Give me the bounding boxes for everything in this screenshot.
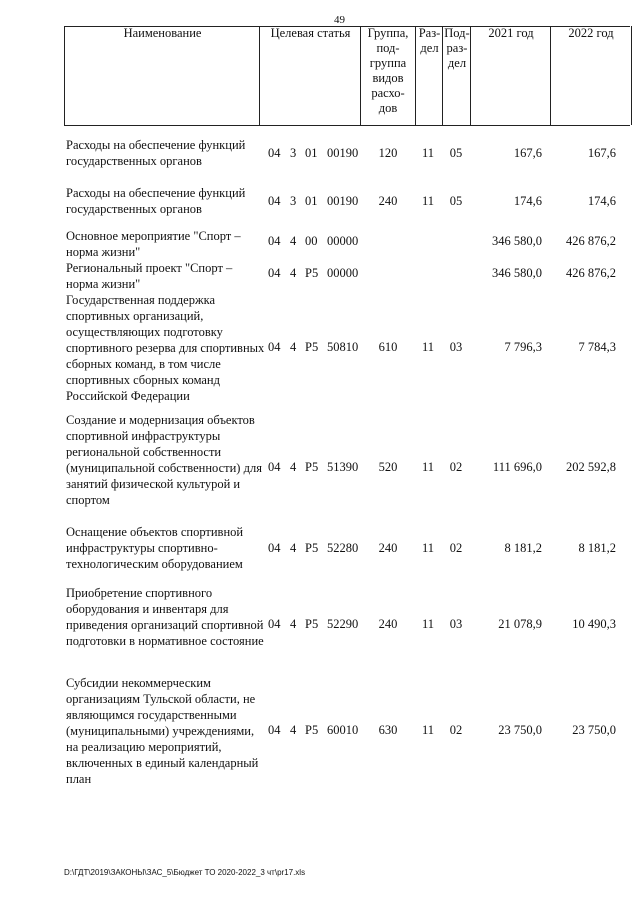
- row-c2: 4: [290, 541, 297, 555]
- row-c1: 04: [268, 146, 281, 160]
- header-2021: 2021 год: [470, 26, 551, 125]
- row-section: 11: [421, 617, 435, 631]
- row-section: 11: [421, 340, 435, 354]
- row-c3: P5: [305, 460, 319, 474]
- row-group: 120: [378, 146, 398, 160]
- row-c4: 00000: [327, 266, 359, 280]
- row-c1: 04: [268, 194, 281, 208]
- row-value-2022: 8 181,2: [578, 541, 616, 555]
- row-c1: 04: [268, 723, 281, 737]
- row-c2: 4: [290, 617, 297, 631]
- row-value-2021: 174,6: [513, 194, 542, 208]
- row-section: 11: [421, 541, 435, 555]
- row-name: Расходы на обеспечение функций государственных органов: [66, 138, 246, 168]
- row-value-2022: 426 876,2: [566, 234, 616, 248]
- row-c3: 01: [305, 146, 318, 160]
- row-c4: 00000: [327, 234, 359, 248]
- row-value-2022: 167,6: [587, 146, 616, 160]
- row-group: 630: [378, 723, 398, 737]
- row-c3: P5: [305, 723, 319, 737]
- row-value-2022: 174,6: [587, 194, 616, 208]
- row-group: 240: [378, 194, 398, 208]
- row-value-2021: 346 580,0: [492, 234, 542, 248]
- row-name: Расходы на обеспечение функций государственных органов: [66, 186, 246, 216]
- row-sub: 02: [449, 723, 463, 737]
- row-c2: 4: [290, 723, 297, 737]
- row-c2: 4: [290, 340, 297, 354]
- row-sub: 03: [449, 617, 463, 631]
- row-value-2021: 346 580,0: [492, 266, 542, 280]
- row-c2: 3: [290, 146, 297, 160]
- row-name: Региональный проект "Спорт – норма жизни": [66, 261, 233, 291]
- row-section: 11: [421, 723, 435, 737]
- row-c4: 50810: [327, 340, 359, 354]
- row-c4: 00190: [327, 146, 359, 160]
- row-c4: 60010: [327, 723, 359, 737]
- row-value-2022: 10 490,3: [572, 617, 616, 631]
- header-2022: 2022 год: [550, 26, 632, 125]
- row-c4: 52280: [327, 541, 359, 555]
- row-name: Основное мероприятие "Спорт – норма жизни": [66, 229, 241, 259]
- row-value-2021: 8 181,2: [504, 541, 542, 555]
- row-c4: 00190: [327, 194, 359, 208]
- row-c2: 4: [290, 460, 297, 474]
- row-value-2021: 111 696,0: [492, 460, 542, 474]
- row-name: Государственная поддержка спортивных организаций, осуществляющих подготовку спортивного резерва для спортивных сборных команд, в том числе спортивных сборных команд Российской Федерации: [66, 293, 265, 403]
- row-sub: 03: [449, 340, 463, 354]
- row-sub: 05: [449, 194, 463, 208]
- row-c3: 01: [305, 194, 318, 208]
- row-c1: 04: [268, 541, 281, 555]
- row-c3: P5: [305, 266, 319, 280]
- table-header-bottom-border: [64, 125, 630, 126]
- row-section: 11: [421, 460, 435, 474]
- row-c3: P5: [305, 617, 319, 631]
- header-name: Наименование: [64, 26, 260, 125]
- row-sub: 05: [449, 146, 463, 160]
- row-name: Создание и модернизация объектов спортивной инфраструктуры региональной собственности (муниципальной собственности) для занятий физической культурой и спортом: [66, 413, 262, 507]
- row-value-2021: 21 078,9: [498, 617, 542, 631]
- row-name: Субсидии некоммерческим организациям Тульской области, не являющимся государственными (муниципальными) учреждениями, на реализацию мероприятий, включенных в единый календарный план: [66, 676, 259, 786]
- row-value-2021: 7 796,3: [504, 340, 542, 354]
- header-subsection: Под- раз- дел: [442, 26, 471, 125]
- row-group: 520: [378, 460, 398, 474]
- row-value-2022: 23 750,0: [572, 723, 616, 737]
- row-group: 240: [378, 541, 398, 555]
- row-value-2021: 167,6: [513, 146, 542, 160]
- row-sub: 02: [449, 541, 463, 555]
- table-header: [64, 26, 630, 125]
- row-c1: 04: [268, 460, 281, 474]
- row-group: 240: [378, 617, 398, 631]
- row-section: 11: [421, 194, 435, 208]
- row-c3: 00: [305, 234, 318, 248]
- row-value-2021: 23 750,0: [498, 723, 542, 737]
- row-sub: 02: [449, 460, 463, 474]
- row-section: 11: [421, 146, 435, 160]
- row-c1: 04: [268, 234, 281, 248]
- row-value-2022: 202 592,8: [566, 460, 616, 474]
- row-value-2022: 426 876,2: [566, 266, 616, 280]
- row-value-2022: 7 784,3: [578, 340, 616, 354]
- row-group: 610: [378, 340, 398, 354]
- row-name: Оснащение объектов спортивной инфраструктуры спортивно-технологическим оборудованием: [66, 525, 244, 571]
- row-c3: P5: [305, 541, 319, 555]
- file-path-footer: D:\ГДТ\2019\ЗАКОНЫ\ЗАС_5\Бюджет ТО 2020-2022_3 чт\pr17.xls: [64, 868, 306, 877]
- row-c1: 04: [268, 340, 281, 354]
- row-c4: 51390: [327, 460, 359, 474]
- header-group: Группа, под- группа видов расхо- дов: [360, 26, 415, 125]
- header-target: Целевая статья: [259, 26, 361, 125]
- row-c2: 3: [290, 194, 297, 208]
- row-c2: 4: [290, 234, 297, 248]
- header-section: Раз- дел: [415, 26, 443, 125]
- page-number: 49: [334, 14, 345, 26]
- row-c3: P5: [305, 340, 319, 354]
- row-c1: 04: [268, 617, 281, 631]
- row-c4: 52290: [327, 617, 359, 631]
- row-name: Приобретение спортивного оборудования и инвентаря для приведения организаций спортивной подготовки в нормативное состояние: [66, 586, 264, 648]
- row-c1: 04: [268, 266, 281, 280]
- row-c2: 4: [290, 266, 297, 280]
